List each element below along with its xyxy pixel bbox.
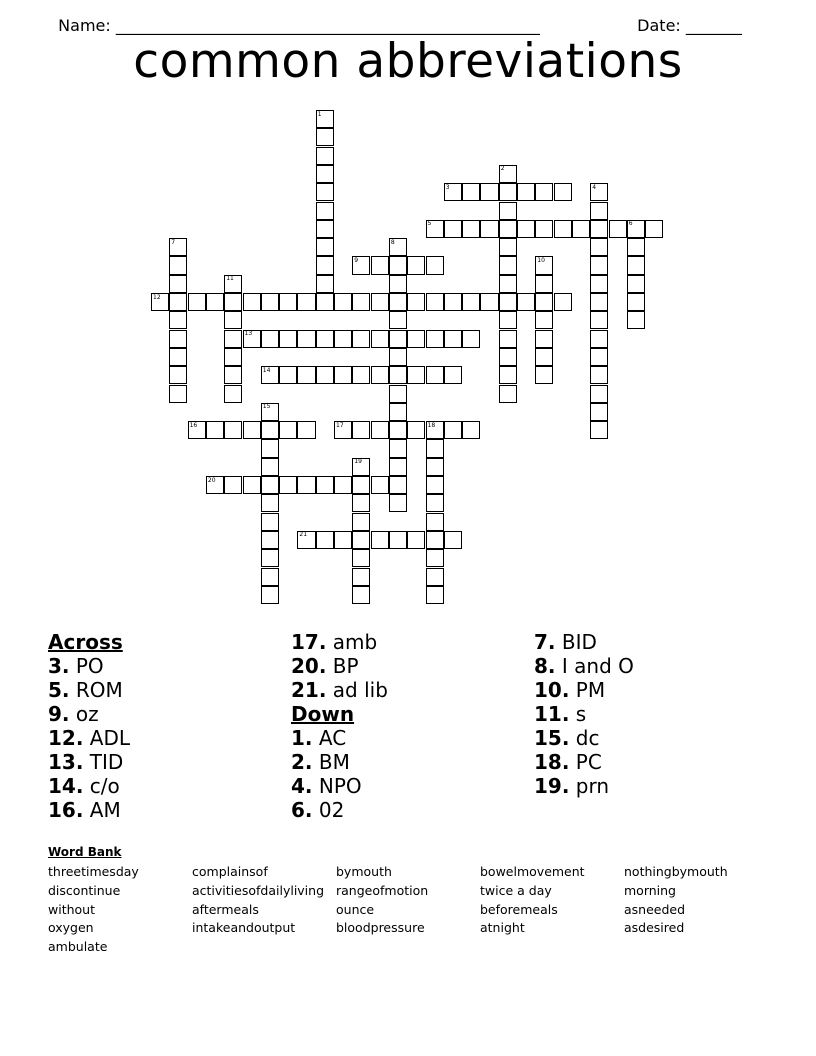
clue-number: 15 bbox=[262, 403, 271, 411]
crossword-cell[interactable] bbox=[371, 293, 389, 311]
clue: 15. dc bbox=[534, 726, 600, 750]
crossword-cell[interactable] bbox=[499, 385, 517, 403]
crossword-cell[interactable] bbox=[590, 348, 608, 366]
crossword-cell[interactable] bbox=[444, 293, 462, 311]
crossword-cell[interactable] bbox=[169, 330, 187, 348]
crossword-cell[interactable] bbox=[499, 256, 517, 274]
word-bank-item: beforemeals bbox=[480, 901, 558, 917]
crossword-cell[interactable] bbox=[389, 403, 407, 421]
crossword-cell[interactable] bbox=[590, 311, 608, 329]
crossword-cell[interactable] bbox=[261, 513, 279, 531]
crossword-cell[interactable] bbox=[352, 586, 370, 604]
crossword-cell[interactable] bbox=[590, 385, 608, 403]
word-bank-title: Word Bank bbox=[48, 845, 122, 859]
crossword-cell[interactable] bbox=[517, 293, 535, 311]
crossword-cell[interactable] bbox=[426, 494, 444, 512]
crossword-cell[interactable] bbox=[188, 293, 206, 311]
crossword-cell[interactable] bbox=[535, 330, 553, 348]
crossword-cell[interactable] bbox=[426, 513, 444, 531]
clue-number: 11 bbox=[226, 275, 234, 283]
clue: 7. BID bbox=[534, 630, 597, 654]
crossword-cell[interactable] bbox=[590, 421, 608, 439]
crossword-cell[interactable] bbox=[169, 311, 187, 329]
crossword-cell[interactable] bbox=[480, 293, 498, 311]
crossword-cell[interactable] bbox=[426, 366, 444, 384]
crossword-cell[interactable] bbox=[627, 293, 645, 311]
crossword-cell[interactable] bbox=[572, 220, 590, 238]
crossword-cell[interactable] bbox=[627, 275, 645, 293]
crossword-cell[interactable] bbox=[407, 256, 425, 274]
word-bank-item: bymouth bbox=[336, 864, 392, 879]
clue: 12. ADL bbox=[48, 726, 131, 750]
crossword-cell[interactable] bbox=[480, 220, 498, 238]
crossword-cell[interactable] bbox=[371, 366, 389, 384]
crossword-cell[interactable] bbox=[261, 330, 279, 348]
crossword-cell[interactable] bbox=[535, 293, 553, 311]
crossword-cell[interactable] bbox=[627, 311, 645, 329]
crossword-cell[interactable] bbox=[499, 220, 517, 238]
word-bank-item: bloodpressure bbox=[336, 920, 425, 936]
word-bank-item: nothingbymouth bbox=[624, 864, 728, 879]
clue: 19. prn bbox=[534, 774, 610, 798]
crossword-cell[interactable] bbox=[261, 531, 279, 549]
crossword-cell[interactable] bbox=[206, 421, 224, 439]
crossword-cell[interactable] bbox=[389, 330, 407, 348]
crossword-cell[interactable] bbox=[554, 293, 572, 311]
crossword-cell[interactable] bbox=[389, 275, 407, 293]
crossword-cell[interactable] bbox=[279, 421, 297, 439]
crossword-cell[interactable] bbox=[590, 330, 608, 348]
crossword-cell[interactable] bbox=[389, 421, 407, 439]
clue-number: 8 bbox=[390, 238, 395, 246]
crossword-cell[interactable] bbox=[261, 476, 279, 494]
crossword-cell[interactable] bbox=[590, 256, 608, 274]
clue: 16. AM bbox=[48, 798, 121, 822]
crossword-cell[interactable] bbox=[389, 348, 407, 366]
word-bank-item: bowelmovement bbox=[480, 864, 585, 879]
crossword-cell[interactable] bbox=[389, 366, 407, 384]
crossword-cell[interactable] bbox=[590, 403, 608, 421]
crossword-cell[interactable] bbox=[261, 293, 279, 311]
down-heading: Down bbox=[291, 702, 355, 726]
clue: 13. TID bbox=[48, 750, 124, 774]
crossword-cell[interactable] bbox=[535, 311, 553, 329]
crossword-cell[interactable] bbox=[206, 293, 224, 311]
crossword-cell[interactable] bbox=[517, 220, 535, 238]
word-bank-item: asneeded bbox=[624, 901, 686, 917]
word-bank-item: without bbox=[48, 901, 95, 917]
crossword-cell[interactable] bbox=[261, 458, 279, 476]
crossword-cell[interactable] bbox=[389, 293, 407, 311]
word-bank-item: rangeofmotion bbox=[336, 882, 429, 898]
crossword-cell[interactable] bbox=[261, 494, 279, 512]
clue-number: 21 bbox=[299, 531, 308, 539]
word-bank-item: complainsof bbox=[192, 864, 268, 879]
crossword-cell[interactable] bbox=[426, 586, 444, 604]
crossword-cell[interactable] bbox=[316, 183, 334, 201]
crossword-cell[interactable] bbox=[389, 531, 407, 549]
clue-number: 19 bbox=[354, 458, 362, 466]
crossword-cell[interactable] bbox=[535, 220, 553, 238]
clue: 3. PO bbox=[48, 654, 104, 678]
crossword-cell[interactable] bbox=[352, 293, 370, 311]
crossword-cell[interactable] bbox=[316, 238, 334, 256]
crossword-cell[interactable] bbox=[462, 220, 480, 238]
clue-number: 6 bbox=[628, 220, 633, 228]
crossword-cell[interactable] bbox=[352, 513, 370, 531]
clue: 9. oz bbox=[48, 702, 99, 726]
clue: 6. 02 bbox=[291, 798, 345, 822]
crossword-cell[interactable] bbox=[352, 568, 370, 586]
crossword-cell[interactable] bbox=[334, 330, 352, 348]
crossword-cell[interactable] bbox=[334, 531, 352, 549]
crossword-cell[interactable] bbox=[389, 385, 407, 403]
word-bank-item: aftermeals bbox=[192, 901, 259, 917]
clue-number: 18 bbox=[427, 421, 436, 429]
crossword-cell[interactable] bbox=[426, 549, 444, 567]
word-bank-item: threetimesday bbox=[48, 864, 139, 879]
crossword-cell[interactable] bbox=[426, 293, 444, 311]
crossword-cell[interactable] bbox=[517, 183, 535, 201]
crossword-cell[interactable] bbox=[352, 366, 370, 384]
crossword-cell[interactable] bbox=[554, 220, 572, 238]
crossword-cell[interactable] bbox=[261, 439, 279, 457]
clue-number: 2 bbox=[500, 165, 505, 173]
clue-number: 4 bbox=[592, 183, 597, 191]
crossword-cell[interactable] bbox=[243, 421, 261, 439]
crossword-cell[interactable] bbox=[535, 275, 553, 293]
crossword-cell[interactable] bbox=[499, 275, 517, 293]
crossword-cell[interactable] bbox=[352, 330, 370, 348]
crossword-cell[interactable] bbox=[261, 568, 279, 586]
clue-number: 9 bbox=[354, 256, 359, 264]
crossword-cell[interactable] bbox=[609, 220, 627, 238]
clues-column-3 bbox=[534, 630, 634, 798]
crossword-cell[interactable] bbox=[261, 549, 279, 567]
crossword-cell[interactable] bbox=[499, 238, 517, 256]
clues-column-1 bbox=[48, 630, 130, 822]
clue-number: 5 bbox=[427, 220, 432, 228]
crossword-cell[interactable] bbox=[627, 256, 645, 274]
crossword-cell[interactable] bbox=[462, 421, 480, 439]
crossword-cell[interactable] bbox=[590, 220, 608, 238]
crossword-cell[interactable] bbox=[444, 366, 462, 384]
date-label: Date: bbox=[637, 16, 686, 35]
crossword-cell[interactable] bbox=[297, 476, 315, 494]
crossword-cell[interactable] bbox=[334, 366, 352, 384]
crossword-cell[interactable] bbox=[169, 293, 187, 311]
crossword-cell[interactable] bbox=[352, 549, 370, 567]
crossword-cell[interactable] bbox=[499, 293, 517, 311]
crossword-cell[interactable] bbox=[480, 183, 498, 201]
crossword-cell[interactable] bbox=[535, 183, 553, 201]
clue: 5. ROM bbox=[48, 678, 123, 702]
crossword-cell[interactable] bbox=[279, 366, 297, 384]
crossword-cell[interactable] bbox=[535, 348, 553, 366]
crossword-cell[interactable] bbox=[297, 330, 315, 348]
clue: 2. BM bbox=[291, 750, 350, 774]
crossword-cell[interactable] bbox=[499, 311, 517, 329]
crossword-cell[interactable] bbox=[627, 238, 645, 256]
crossword-cell[interactable] bbox=[371, 531, 389, 549]
clue-number: 3 bbox=[445, 183, 450, 191]
crossword-cell[interactable] bbox=[462, 293, 480, 311]
clue: 4. NPO bbox=[291, 774, 362, 798]
crossword-cell[interactable] bbox=[169, 366, 187, 384]
crossword-cell[interactable] bbox=[407, 330, 425, 348]
name-blank: _____________________________________________________ bbox=[115, 16, 540, 35]
crossword-cell[interactable] bbox=[371, 256, 389, 274]
crossword-cell[interactable] bbox=[444, 531, 462, 549]
crossword-cell[interactable] bbox=[352, 421, 370, 439]
crossword-cell[interactable] bbox=[352, 531, 370, 549]
crossword-cell[interactable] bbox=[462, 330, 480, 348]
crossword-cell[interactable] bbox=[426, 256, 444, 274]
word-bank-item: intakeandoutput bbox=[192, 920, 296, 936]
crossword-cell[interactable] bbox=[224, 293, 242, 311]
crossword-cell[interactable] bbox=[499, 202, 517, 220]
crossword-cell[interactable] bbox=[169, 256, 187, 274]
crossword-cell[interactable] bbox=[590, 238, 608, 256]
word-bank-item: oxygen bbox=[48, 920, 94, 936]
name-label: Name: bbox=[58, 16, 116, 35]
crossword-cell[interactable] bbox=[407, 293, 425, 311]
clue: 18. PC bbox=[534, 750, 602, 774]
crossword-cell[interactable] bbox=[316, 147, 334, 165]
clue: 11. s bbox=[534, 702, 587, 726]
crossword-cell[interactable] bbox=[297, 421, 315, 439]
crossword-cell[interactable] bbox=[169, 385, 187, 403]
clue-number: 20 bbox=[207, 476, 216, 484]
crossword-cell[interactable] bbox=[426, 476, 444, 494]
crossword-cell[interactable] bbox=[389, 256, 407, 274]
crossword-cell[interactable] bbox=[316, 220, 334, 238]
word-bank-item: ambulate bbox=[48, 939, 108, 955]
crossword-cell[interactable] bbox=[352, 494, 370, 512]
crossword-cell[interactable] bbox=[407, 421, 425, 439]
crossword-cell[interactable] bbox=[426, 330, 444, 348]
crossword-cell[interactable] bbox=[316, 128, 334, 146]
crossword-cell[interactable] bbox=[316, 275, 334, 293]
word-bank-item: morning bbox=[624, 882, 676, 898]
crossword-cell[interactable] bbox=[243, 476, 261, 494]
crossword-cell[interactable] bbox=[261, 421, 279, 439]
crossword-cell[interactable] bbox=[371, 476, 389, 494]
word-bank-item: activitiesofdailyliving bbox=[192, 882, 325, 898]
crossword-cell[interactable] bbox=[389, 439, 407, 457]
crossword-cell[interactable] bbox=[426, 531, 444, 549]
crossword-cell[interactable] bbox=[224, 311, 242, 329]
date-blank: _______ bbox=[685, 16, 742, 35]
crossword-cell[interactable] bbox=[407, 366, 425, 384]
crossword-cell[interactable] bbox=[590, 293, 608, 311]
crossword-cell[interactable] bbox=[316, 202, 334, 220]
crossword-cell[interactable] bbox=[169, 275, 187, 293]
crossword-cell[interactable] bbox=[389, 311, 407, 329]
crossword-cell[interactable] bbox=[462, 183, 480, 201]
clue-number: 10 bbox=[537, 256, 545, 264]
crossword-cell[interactable] bbox=[243, 293, 261, 311]
clue: 10. PM bbox=[534, 678, 606, 702]
crossword-cell[interactable] bbox=[645, 220, 663, 238]
crossword-cell[interactable] bbox=[444, 421, 462, 439]
word-bank-item: ounce bbox=[336, 901, 375, 917]
across-heading: Across bbox=[48, 630, 123, 654]
crossword-cell[interactable] bbox=[279, 293, 297, 311]
crossword-cell[interactable] bbox=[224, 476, 242, 494]
crossword-cell[interactable] bbox=[261, 586, 279, 604]
crossword-cell[interactable] bbox=[444, 330, 462, 348]
crossword-cell[interactable] bbox=[389, 494, 407, 512]
word-bank-item: twice a day bbox=[480, 882, 552, 898]
crossword-cell[interactable] bbox=[297, 293, 315, 311]
crossword-cell[interactable] bbox=[426, 458, 444, 476]
crossword-cell[interactable] bbox=[316, 165, 334, 183]
clue-number: 7 bbox=[171, 238, 176, 246]
crossword-cell[interactable] bbox=[535, 366, 553, 384]
crossword-cell[interactable] bbox=[224, 366, 242, 384]
crossword-cell[interactable] bbox=[499, 348, 517, 366]
crossword-cell[interactable] bbox=[426, 439, 444, 457]
crossword-cell[interactable] bbox=[389, 458, 407, 476]
crossword-cell[interactable] bbox=[499, 366, 517, 384]
clue-number: 1 bbox=[317, 110, 322, 118]
crossword-cell[interactable] bbox=[279, 330, 297, 348]
crossword-cell[interactable] bbox=[316, 476, 334, 494]
crossword-cell[interactable] bbox=[316, 531, 334, 549]
crossword-cell[interactable] bbox=[590, 366, 608, 384]
crossword-cell[interactable] bbox=[316, 366, 334, 384]
crossword-cell[interactable] bbox=[371, 421, 389, 439]
crossword-cell[interactable] bbox=[279, 476, 297, 494]
crossword-cell[interactable] bbox=[316, 330, 334, 348]
crossword-cell[interactable] bbox=[554, 183, 572, 201]
clue: 14. c/o bbox=[48, 774, 120, 798]
crossword-cell[interactable] bbox=[590, 202, 608, 220]
clue-number: 13 bbox=[244, 330, 253, 338]
crossword-cell[interactable] bbox=[590, 275, 608, 293]
clue: 17. amb bbox=[291, 630, 378, 654]
clue-number: 16 bbox=[189, 421, 198, 429]
clue: 1. AC bbox=[291, 726, 347, 750]
clues-column-2 bbox=[291, 630, 388, 822]
crossword-cell[interactable] bbox=[316, 256, 334, 274]
clue: 21. ad lib bbox=[291, 678, 388, 702]
crossword-cell[interactable] bbox=[389, 476, 407, 494]
crossword-cell[interactable] bbox=[224, 385, 242, 403]
crossword-cell[interactable] bbox=[297, 366, 315, 384]
crossword-cell[interactable] bbox=[499, 183, 517, 201]
clue-number: 14 bbox=[262, 366, 271, 374]
clue-number: 12 bbox=[153, 293, 161, 301]
word-bank-item: atnight bbox=[480, 920, 525, 936]
crossword-cell[interactable] bbox=[224, 348, 242, 366]
clue-number: 17 bbox=[336, 421, 344, 429]
page-title: common abbreviations bbox=[133, 34, 683, 89]
crossword-cell[interactable] bbox=[334, 476, 352, 494]
crossword-cell[interactable] bbox=[316, 293, 334, 311]
crossword-cell[interactable] bbox=[371, 330, 389, 348]
crossword-cell[interactable] bbox=[334, 293, 352, 311]
word-bank-item: discontinue bbox=[48, 882, 121, 898]
crossword-cell[interactable] bbox=[407, 531, 425, 549]
crossword-cell[interactable] bbox=[499, 330, 517, 348]
crossword-cell[interactable] bbox=[444, 220, 462, 238]
clue: 8. I and O bbox=[534, 654, 634, 678]
crossword-cell[interactable] bbox=[224, 330, 242, 348]
clue: 20. BP bbox=[291, 654, 359, 678]
crossword-cell[interactable] bbox=[169, 348, 187, 366]
word-bank-item: asdesired bbox=[624, 920, 685, 936]
crossword-cell[interactable] bbox=[426, 568, 444, 586]
crossword-cell[interactable] bbox=[352, 476, 370, 494]
crossword-cell[interactable] bbox=[224, 421, 242, 439]
